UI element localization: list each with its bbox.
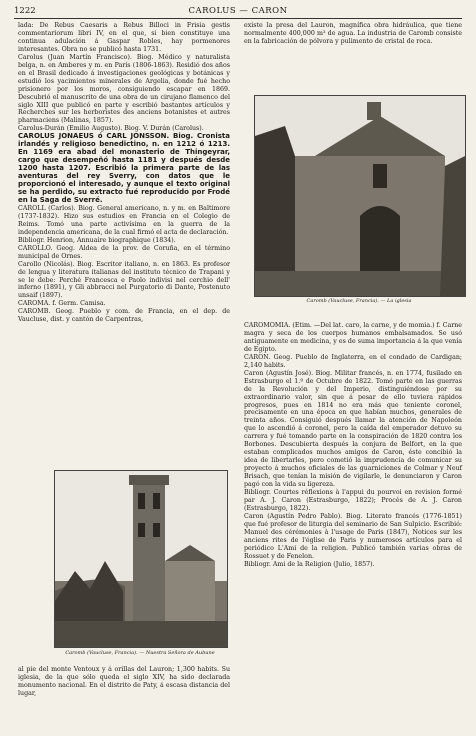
header-rule: [14, 18, 462, 19]
entry-caron-bibliogr-2: Bibliogr. Ami de la Religion (Julio, 1857).: [244, 560, 375, 568]
left-column-bottom: [18, 666, 230, 698]
entry-caroll: CAROLL (Carlos). Biog. General americano, n. y m. en Baltimore (1737-1832). Hizo sus estudios en Francia en el Colegio de Reims. Tomó una parte activísima en la guerra de la independencia americana, de la cual firmó el acta de declaración.: [18, 204, 230, 236]
entry-carollo-nicolas: Carollo (Nicolás). Biog. Escritor italiano, n. en 1863. Es profesor de lengua y literatura italianas del instituto técnico de Trapani y se le debe: Perché Francesca e Paolo indivisi nel cerchio dell' inferno (1891), y Gli abbracci nel Purgatorio di Dante, Postenuto unsaif (1897).: [18, 260, 230, 300]
page-header: [14, 4, 462, 18]
right-column: [244, 322, 462, 569]
entry-carolus-juan: Carolus (Juan Martín Francisco). Biog. Médico y naturalista belga, n. en Amberes y m. en París (1806-1863). Residió dos años en el Brasil dedicado á investigaciones geológicas y botánicas y estudió los yacimientos minerales de Argelia, donde fué hecho prisionero por los moros, consiguiendo escapar en 1869. Descubrió el manuscrito de una obra de un cirujano flamenco del siglo XIII que publicó en parte y escribió bastantes artículos y Recherches sur les herboristes des anciens botanistes et autres pharmaciens (Malinas, 1857).: [18, 53, 230, 125]
entry-caron-agustin-pedro: Caron (Agustín Pedro Pablo). Biog. Literato francés (1776-1851) que fué profesor de liturgia del seminario de San Sulpicio. Escribió: Manuel des cérémonies à l'usage de Paris (1847), Notices sur les anciens rites de l'église de Paris y numerosos artículos para el periódico L'Ami de la religion. Publicó también varias obras de Rossuet y de Fenelon.: [244, 512, 462, 560]
caption-caromb-iglesia: Caromb (Vaucluse, Francia). — La iglesia: [306, 298, 412, 304]
entry-caromomia: CAROMOMIA. (Etim. —Del lat. caro, la carne, y de momia.) f. Carne magra y seca de los cuerpos humanos embalsamados. Se usó antiguamente en medicina, y es de suma importancia á la que venía de Egipto.: [244, 322, 463, 353]
left-column: [18, 22, 230, 324]
entry-caromb: CAROMB. Geog. Pueblo y com. de Francia, en el dep. de Vaucluse, dist. y cantón de Carpentras,: [18, 308, 230, 324]
page-number: 1222: [14, 6, 36, 16]
entry-rebus-caesaris: lada: De Rebus Caesaris a Rebus Billoci in Frisia gestis commentariorum libri IV, en el que, si bien constituye una continua adulación á Gaspar Robles, hay pormenores interesantes. Obra no se publicó hasta 1731.: [18, 22, 230, 53]
entry-caron-bibliogr: Bibliogr. Courtes réflexions à l'appui du pourvoi en revision formé par A. J. Caron (Estrasburgo, 1822); Procès de A. J. Caron (Estrasburgo, 1822).: [244, 489, 462, 512]
photo-nuestra-senora-aubune: [54, 470, 228, 648]
entry-caron-agustin-jose: Caron (Agustín José). Biog. Militar francés, n. en 1774, fusilado en Estrasburgo el 1.º de Octubre de 1822. Tomó parte en las guerras de la Revolución y del Imperio, distinguiéndose por su extraordinario valor, sin que á pesar de ello tuviera rápidos progresos, pues en 1814 no era más que teniente coronel, precisamente en una época en que habían muchos, generales de treinta años. Consiguió después llamar la atención de Napoleón que lo ascendió á coronel, pero la caída del emperador detuvo su carrera y fué tomando parte en la conspiración de 1820 contra los Borbones. Descubierta después la conjura de Belfort, en la que estaban complicados muchos amigos de Caron, éste concibió la idea de libertarles, pero cometió la imprudencia de comunicar su proyecto á muchos oficiales de las guarniciones de Colmar y Neuf Brisach, que tenían la misión de vigilarle, le denunciaron y Caron pagó con la vida su ligereza.: [244, 369, 462, 489]
entry-caromb-cont: al pie del monte Ventoux y á orillas del Lauron; 1,300 habits. Su iglesia, de la que sólo queda el siglo XIV, ha sido declarada monumento nacional. En el distrito de Paty, á escasa distancia del lugar,: [18, 666, 230, 697]
photo-caromb-iglesia: [254, 95, 466, 297]
entry-carollo-geog: CAROLLO. Geog. Aldea de la prov. de Coruña, en el término municipal de Ornes.: [18, 244, 230, 260]
entry-lauron-presa: existe la presa del Lauron, magnífica obra hidráulica, que tiene normalmente 400,000 m³ de agua. La industria de Caromb consiste en la fabricación de pólvora y pulimento de cristal de roca.: [244, 22, 462, 45]
entry-caron-geog: CARON. Geog. Pueblo de Inglaterra, en el condado de Cardigan; 2,140 habits.: [244, 353, 462, 369]
entry-carolus-jonaeus: CAROLUS JONAEUS ó CARL JONSSON. Biog. Cronista irlandés y religioso benedictino, n. en 1212 ó 1213. En 1169 era abad del monasterio de Thingeyrar, cargo que desempeñó hasta 1181 y después desde 1200 hasta 1207. Escribió la primera parte de las aventuras del rey Sverry, con datos que le proporcionó el interesado, y aunque el texto original se ha perdido, su extracto fué reproducido por Frodé en la Saga de Sverré.: [18, 132, 230, 204]
page-title: CAROLUS — CARON: [188, 6, 288, 16]
caption-nuestra-senora-aubune: Caromb (Vaucluse, Francia). — Nuestra Señora de Aubune: [65, 650, 215, 656]
entry-caroll-bibliogr: Bibliogr. Henrion, Annuaire biographique (1834).: [18, 236, 176, 244]
entry-carolus-duran: Carolus-Durán (Emilio Augusto). Biog. V. Durán (Carolus).: [18, 125, 204, 133]
entry-caroma: CAROMA. f. Germ. Camisa.: [18, 300, 106, 308]
right-column-top: [244, 22, 462, 46]
